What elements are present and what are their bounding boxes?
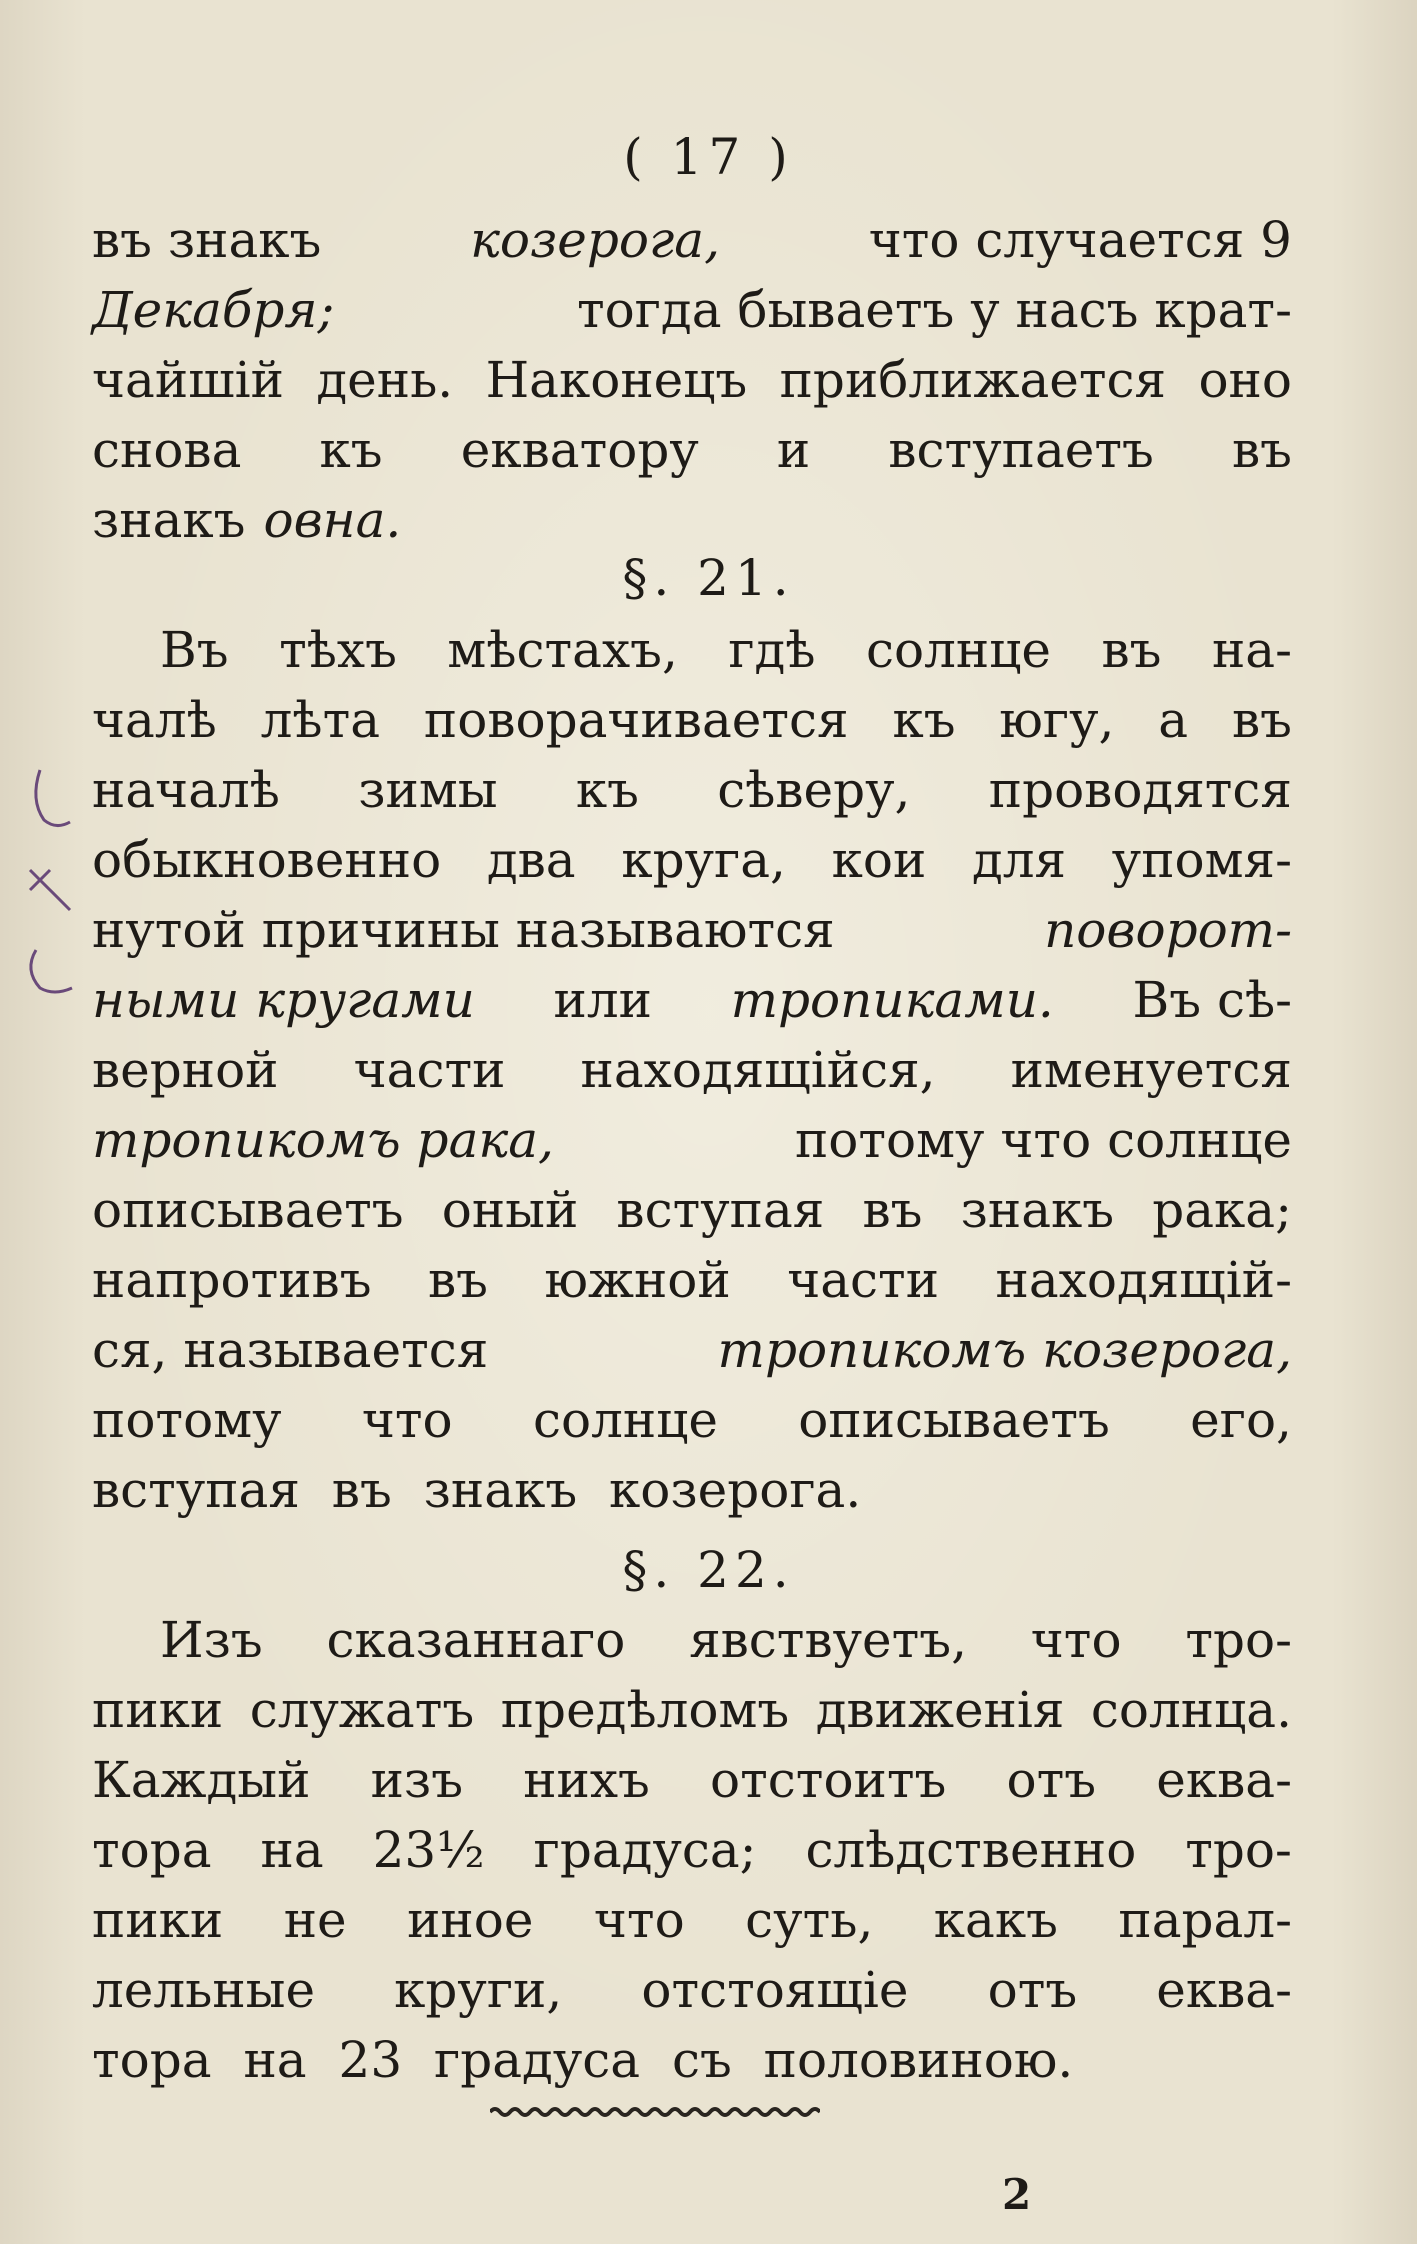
word: въ bbox=[1101, 621, 1162, 679]
word: южной bbox=[544, 1251, 731, 1309]
text-segment: вступая въ знакъ козерога. bbox=[92, 1461, 862, 1519]
word: круги, bbox=[394, 1961, 563, 2019]
word: и bbox=[776, 421, 811, 479]
text-line bbox=[160, 620, 1292, 680]
word: къ bbox=[575, 761, 639, 819]
word: описываетъ bbox=[92, 1181, 404, 1239]
margin-marks bbox=[10, 760, 90, 1020]
word: отъ bbox=[1006, 1751, 1097, 1809]
word: началѣ bbox=[92, 761, 280, 819]
text-line bbox=[92, 1960, 1292, 2020]
word: парал- bbox=[1118, 1891, 1292, 1949]
word: къ bbox=[892, 691, 956, 749]
italic-term: тропикомъ козерога, bbox=[717, 1321, 1292, 1379]
word: на- bbox=[1211, 621, 1292, 679]
text-line bbox=[92, 900, 1292, 960]
word: вступаетъ bbox=[888, 421, 1154, 479]
text-line bbox=[92, 1680, 1292, 1740]
word: приближается bbox=[779, 351, 1167, 409]
word: для bbox=[972, 831, 1067, 889]
section-heading: §. 22. bbox=[622, 1541, 795, 1599]
word: зимы bbox=[358, 761, 498, 819]
text-line bbox=[92, 2030, 1292, 2090]
text-segment: или bbox=[553, 971, 652, 1029]
word: отстоящіе bbox=[641, 1961, 909, 2019]
page-number: ( 17 ) bbox=[623, 128, 794, 186]
text-line bbox=[92, 1040, 1292, 1100]
italic-term: поворот- bbox=[1044, 901, 1292, 959]
word: находящій- bbox=[995, 1251, 1292, 1309]
word: отъ bbox=[987, 1961, 1078, 2019]
word: напротивъ bbox=[92, 1251, 372, 1309]
text-segment: что случается 9 bbox=[868, 211, 1292, 269]
word: на bbox=[260, 1821, 324, 1879]
word: чалѣ bbox=[92, 691, 217, 749]
ornament-rule bbox=[490, 2104, 820, 2120]
word: явствуетъ, bbox=[689, 1611, 967, 1669]
text-segment: ся, называется bbox=[92, 1321, 489, 1379]
word: поворачивается bbox=[423, 691, 849, 749]
word: гдѣ bbox=[728, 621, 816, 679]
word: тѣхъ bbox=[279, 621, 397, 679]
word: вступая bbox=[616, 1181, 825, 1239]
text-line bbox=[92, 1180, 1292, 1240]
word: Изъ bbox=[160, 1611, 263, 1669]
word: потому bbox=[92, 1391, 282, 1449]
word: знакъ bbox=[960, 1181, 1115, 1239]
word: рака; bbox=[1152, 1181, 1292, 1239]
text-line bbox=[92, 1820, 1292, 1880]
word: его, bbox=[1190, 1391, 1292, 1449]
word: находящійся, bbox=[580, 1041, 936, 1099]
italic-term: козерога, bbox=[470, 211, 720, 269]
word: движенія bbox=[815, 1681, 1065, 1739]
word: Каждый bbox=[92, 1751, 311, 1809]
word: сказаннаго bbox=[326, 1611, 626, 1669]
word: оный bbox=[441, 1181, 579, 1239]
word: еква- bbox=[1156, 1961, 1292, 2019]
word: тро- bbox=[1185, 1611, 1292, 1669]
word: изъ bbox=[370, 1751, 464, 1809]
word: нихъ bbox=[523, 1751, 650, 1809]
word: сѣверу, bbox=[717, 761, 911, 819]
text-line bbox=[92, 830, 1292, 890]
italic-term: овна. bbox=[263, 491, 402, 549]
word: описываетъ bbox=[798, 1391, 1110, 1449]
word: что bbox=[593, 1891, 685, 1949]
word: пики bbox=[92, 1891, 224, 1949]
word: тро- bbox=[1185, 1821, 1292, 1879]
word: кои bbox=[831, 831, 927, 889]
text-line bbox=[92, 1320, 1292, 1380]
word: а bbox=[1158, 691, 1189, 749]
text-line bbox=[92, 690, 1292, 750]
word: обыкновенно bbox=[92, 831, 442, 889]
italic-term: Декабря; bbox=[92, 281, 335, 339]
word: части bbox=[353, 1041, 506, 1099]
word: два bbox=[486, 831, 576, 889]
word: Наконецъ bbox=[485, 351, 748, 409]
text-segment: нутой причины называются bbox=[92, 901, 835, 959]
word: въ bbox=[1231, 691, 1292, 749]
text-line bbox=[160, 1610, 1292, 1670]
word: именуется bbox=[1010, 1041, 1292, 1099]
text-line bbox=[92, 490, 1292, 550]
text-line bbox=[92, 210, 1292, 270]
word: градуса; bbox=[533, 1821, 757, 1879]
word: югу, bbox=[999, 691, 1115, 749]
word: екватору bbox=[460, 421, 699, 479]
word: 23½ bbox=[372, 1821, 485, 1879]
word: солнце bbox=[866, 621, 1051, 679]
text-segment: потому что солнце bbox=[794, 1111, 1292, 1169]
word: мѣстахъ, bbox=[447, 621, 678, 679]
word: что bbox=[361, 1391, 453, 1449]
word: проводятся bbox=[988, 761, 1292, 819]
word: солнца. bbox=[1090, 1681, 1292, 1739]
word: предѣломъ bbox=[500, 1681, 790, 1739]
word: лѣта bbox=[260, 691, 381, 749]
word: не bbox=[283, 1891, 347, 1949]
word: части bbox=[787, 1251, 940, 1309]
word: еква- bbox=[1156, 1751, 1292, 1809]
text-line bbox=[92, 1390, 1292, 1450]
italic-term: тропикомъ рака, bbox=[92, 1111, 554, 1169]
word: пики bbox=[92, 1681, 224, 1739]
section-heading: §. 21. bbox=[622, 549, 795, 607]
text-line bbox=[92, 350, 1292, 410]
text-line bbox=[92, 1460, 1292, 1520]
text-segment: въ знакъ bbox=[92, 211, 322, 269]
text-segment: тора на 23 градуса съ половиною. bbox=[92, 2031, 1074, 2089]
word: Въ bbox=[160, 621, 229, 679]
word: лельные bbox=[92, 1961, 316, 2019]
word: солнце bbox=[533, 1391, 718, 1449]
text-line bbox=[92, 1110, 1292, 1170]
text-line bbox=[92, 1250, 1292, 1310]
word: въ bbox=[428, 1251, 488, 1309]
word: въ bbox=[1232, 421, 1292, 479]
text-line bbox=[92, 1890, 1292, 1950]
word: суть, bbox=[745, 1891, 874, 1949]
word: верной bbox=[92, 1041, 279, 1099]
word: служатъ bbox=[249, 1681, 475, 1739]
word: къ bbox=[319, 421, 383, 479]
text-line bbox=[92, 280, 1292, 340]
text-line bbox=[92, 970, 1292, 1030]
text-line bbox=[92, 420, 1292, 480]
signature-mark: 2 bbox=[1002, 2170, 1032, 2219]
word: чайшій bbox=[92, 351, 284, 409]
word: какъ bbox=[933, 1891, 1058, 1949]
word: снова bbox=[92, 421, 242, 479]
italic-term: ными кругами bbox=[92, 971, 475, 1029]
word: оно bbox=[1198, 351, 1292, 409]
word: круга, bbox=[621, 831, 786, 889]
word: тора bbox=[92, 1821, 212, 1879]
text-line bbox=[92, 1750, 1292, 1810]
word: слѣдственно bbox=[805, 1821, 1137, 1879]
word: иное bbox=[407, 1891, 534, 1949]
word: въ bbox=[862, 1181, 923, 1239]
text-line bbox=[92, 760, 1292, 820]
word: упомя- bbox=[1111, 831, 1292, 889]
word: отстоитъ bbox=[710, 1751, 947, 1809]
word: день. bbox=[316, 351, 454, 409]
italic-term: тропиками. bbox=[730, 971, 1054, 1029]
word: что bbox=[1030, 1611, 1122, 1669]
text-segment: тогда бываетъ у насъ крат- bbox=[576, 281, 1292, 339]
text-segment: знакъ bbox=[92, 491, 246, 549]
text-segment: Въ сѣ- bbox=[1132, 971, 1292, 1029]
